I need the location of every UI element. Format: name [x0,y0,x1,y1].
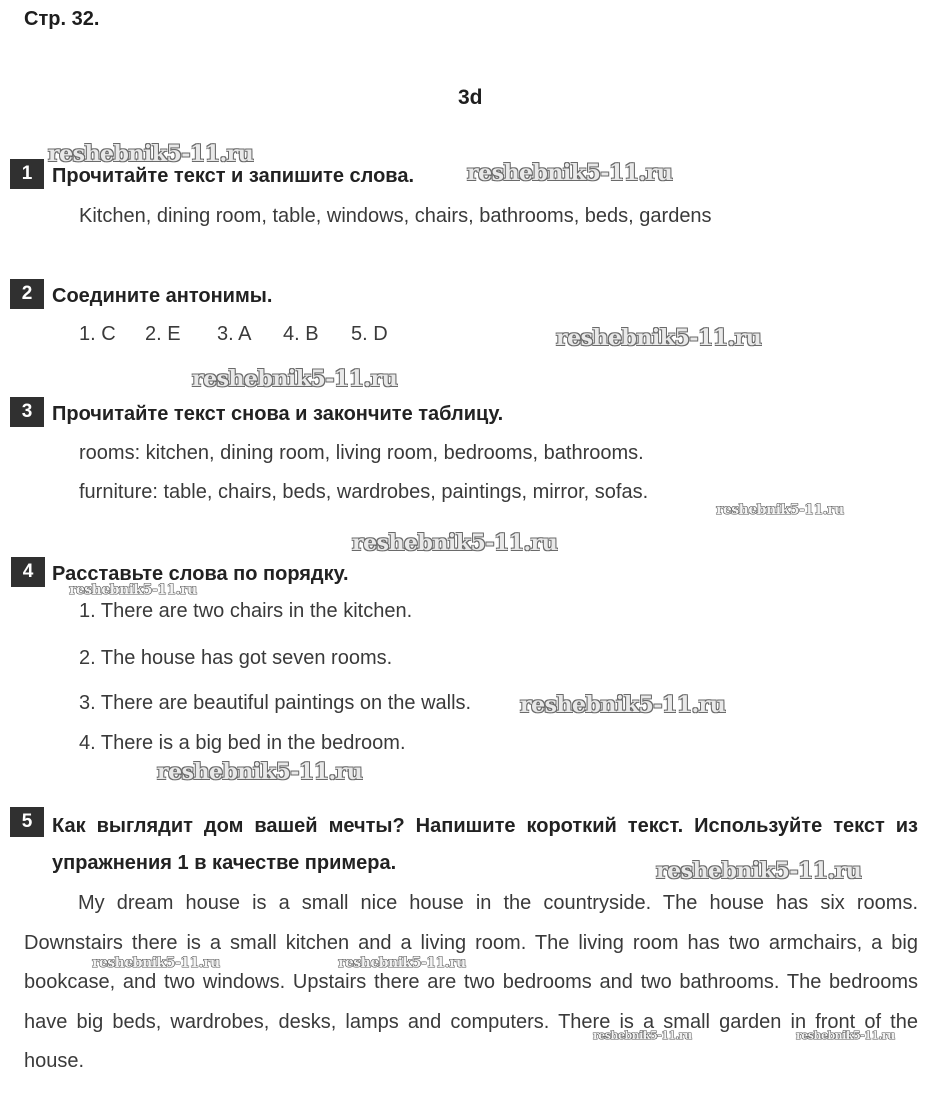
exercise-3-line: furniture: table, chairs, beds, wardrobes, paintings, mirror, sofas. [79,481,649,503]
watermark-logo: reshebnik5-11.ru [157,759,363,785]
exercise-5-answer [24,884,918,1082]
watermark-logo: reshebnik5-11.ru [352,530,558,556]
answer-item: 4. B [283,323,319,345]
exercise-5-answer-text: My dream house is a small nice house in the countryside. The house has six rooms. Downstairs there is a small kitchen and a living room. The living room has two armchairs, a big bookcase, and two windows. Upstairs there are two bedrooms and two bathrooms. The bedrooms have big beds, wardrobes, desks, lamps and computers. There is a small garden in front of the house. [24,892,918,1072]
answer-item: 3. A [217,323,252,345]
exercise-3-number: 3 [10,397,44,427]
answer-item: 2. E [145,323,181,345]
exercise-1-task: Прочитайте текст и запишите слова. [52,165,415,187]
watermark-logo: reshebnik5-11.ru [520,692,726,718]
watermark-logo: reshebnik5-11.ru [796,1029,895,1042]
watermark-logo: reshebnik5-11.ru [338,955,466,971]
exercise-4-task: Расставьте слова по порядку. [52,563,349,585]
watermark-logo: reshebnik5-11.ru [92,955,220,971]
watermark-logo: reshebnik5-11.ru [48,141,254,167]
exercise-5-task-text: Как выглядит дом вашей мечты? Напишите короткий текст. Используйте текст из упражнения 1 в качестве примера. [52,815,918,874]
exercise-3-line: rooms: kitchen, dining room, living room, bedrooms, bathrooms. [79,442,644,464]
exercise-3-task: Прочитайте текст снова и закончите таблицу. [52,403,504,425]
exercise-4-line: 3. There are beautiful paintings on the walls. [79,692,472,714]
exercise-1-answer: Kitchen, dining room, table, windows, chairs, bathrooms, beds, gardens [79,205,712,227]
exercise-2-number: 2 [10,279,44,309]
watermark-logo: reshebnik5-11.ru [467,160,673,186]
watermark-logo: reshebnik5-11.ru [556,325,762,351]
watermark-logo: reshebnik5-11.ru [192,366,398,392]
watermark-logo: reshebnik5-11.ru [656,858,862,884]
answer-item: 5. D [351,323,388,345]
watermark-logo: reshebnik5-11.ru [69,582,197,598]
exercise-1-number: 1 [10,159,44,189]
exercise-2-answers [79,323,388,346]
exercise-5-number: 5 [10,807,44,837]
watermark-logo: reshebnik5-11.ru [716,502,844,518]
exercise-4-number: 4 [11,557,45,587]
unit-title: 3d [458,86,483,109]
exercise-4-line: 1. There are two chairs in the kitchen. [79,600,413,622]
answer-item: 1. C [79,323,116,345]
page-number: Стр. 32. [24,8,100,30]
exercise-4-line: 4. There is a big bed in the bedroom. [79,732,406,754]
exercise-4-line: 2. The house has got seven rooms. [79,647,393,669]
exercise-2-task: Соедините антонимы. [52,285,273,307]
watermark-logo: reshebnik5-11.ru [593,1029,692,1042]
